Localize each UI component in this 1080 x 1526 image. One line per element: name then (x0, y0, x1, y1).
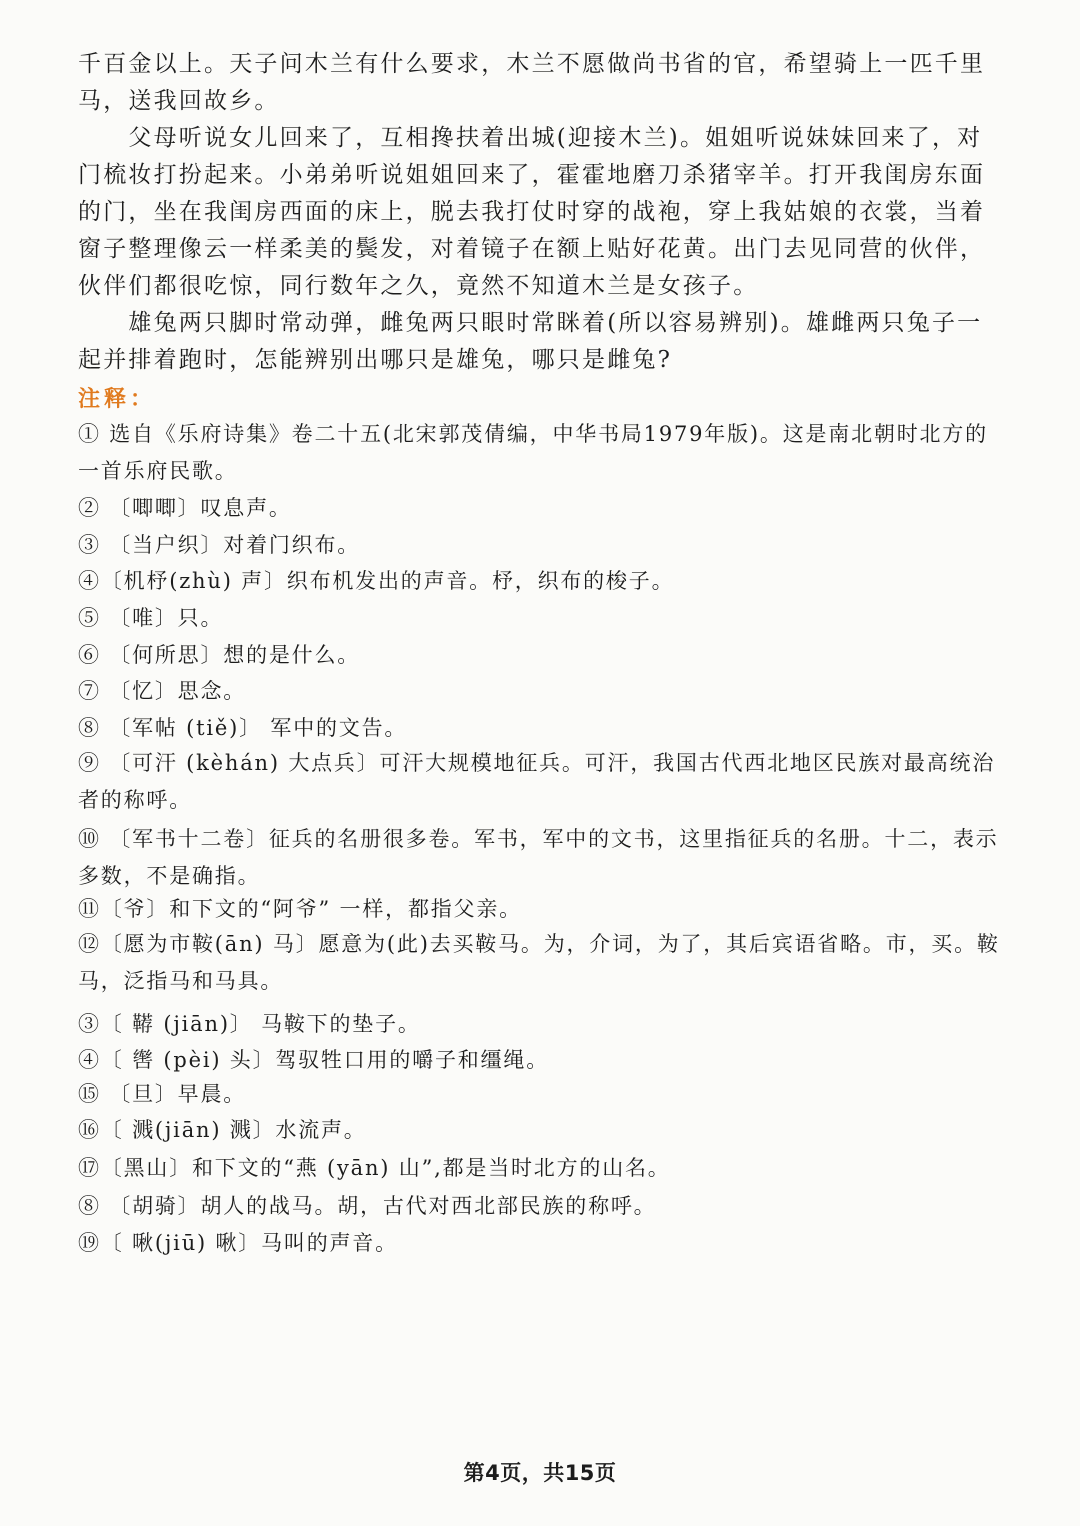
note-15: ⑮ 〔旦〕早晨。 (78, 1082, 247, 1106)
note-17: ⑰〔黑山〕和下文的“燕 (yān) 山”,都是当时北方的山名。 (78, 1156, 671, 1180)
body-paragraph-3: 雄兔两只脚时常动弹，雌兔两只眼时常眯着(所以容易辨别)。雄雌两只兔子一起并排着跑时，怎能辨别出哪只是雄兔，哪只是雌兔? (78, 310, 983, 373)
note-7: ⑦ 〔忆〕思念。 (78, 679, 247, 703)
page-number: 第4页，共15页 (463, 1461, 617, 1485)
note-16: ⑯〔 溅(jiān) 溅〕水流声。 (78, 1118, 367, 1142)
note-14: ④〔 辔 (pèi) 头〕驾驭牲口用的嚼子和缰绳。 (78, 1048, 549, 1072)
notes-heading: 注释： (78, 387, 157, 412)
note-9: ⑨ 〔可汗 (kèhán) 大点兵〕可汗大规模地征兵。可汗，我国古代西北地区民族对最高统治者的称呼。 (78, 751, 996, 812)
note-12: ⑫〔愿为市鞍(ān) 马〕愿意为(此)去买鞍马。为，介词，为了，其后宾语省略。市，买。鞍马，泛指马和马具。 (78, 932, 1000, 993)
note-13: ③〔 鞯 (jiān)〕 马鞍下的垫子。 (78, 1012, 421, 1036)
note-5: ⑤ 〔唯〕只。 (78, 606, 224, 630)
body-paragraph-2: 父母听说女儿回来了，互相搀扶着出城(迎接木兰)。姐姐听说妹妹回来了，对门梳妆打扮起来。小弟弟听说姐姐回来了，霍霍地磨刀杀猪宰羊。打开我闺房东面的门，坐在我闺房西面的床上，脱去我打仗时穿的战袍，穿上我姑娘的衣裳，当着窗子整理像云一样柔美的鬓发，对着镜子在额上贴好花黄。出门去见同营的伙伴，伙伴们都很吃惊，同行数年之久，竟然不知道木兰是女孩子。 (78, 125, 986, 299)
note-8: ⑧ 〔军帖 (tiě)〕 军中的文告。 (78, 716, 408, 740)
note-4: ④〔机杼(zhù) 声〕织布机发出的声音。杼，织布的梭子。 (78, 569, 675, 593)
body-paragraph-1: 千百金以上。天子问木兰有什么要求，木兰不愿做尚书省的官，希望骑上一匹千里马，送我回故乡。 (78, 51, 986, 114)
note-10: ⑩ 〔军书十二卷〕征兵的名册很多卷。军书，军中的文书，这里指征兵的名册。十二，表示多数，不是确指。 (78, 827, 999, 888)
note-3: ③ 〔当户织〕对着门织布。 (78, 533, 361, 557)
note-1: ① 选自《乐府诗集》卷二十五(北宋郭茂倩编，中华书局1979年版)。这是南北朝时北方的一首乐府民歌。 (78, 422, 988, 483)
note-11: ⑪〔爷〕和下文的“阿爷” 一样，都指父亲。 (78, 897, 522, 921)
note-18: ⑧ 〔胡骑〕胡人的战马。胡，古代对西北部民族的称呼。 (78, 1194, 657, 1218)
note-19: ⑲〔 啾(jiū) 啾〕马叫的声音。 (78, 1231, 398, 1255)
note-2: ② 〔唧唧〕叹息声。 (78, 496, 292, 520)
note-6: ⑥ 〔何所思〕想的是什么。 (78, 643, 361, 667)
